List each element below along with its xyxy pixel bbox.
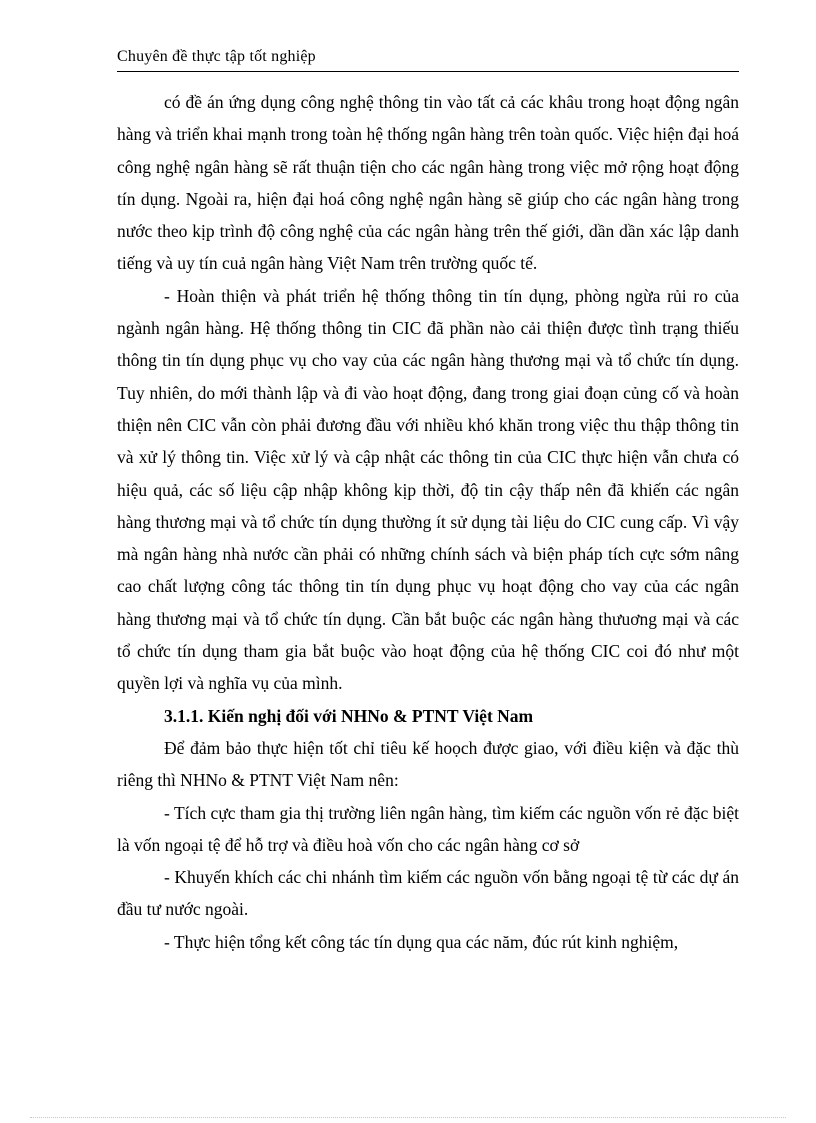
header-title: Chuyên đề thực tập tốt nghiệp — [117, 48, 316, 65]
page-header — [117, 44, 739, 72]
page-bottom-divider — [30, 1117, 786, 1118]
paragraph-it-modernization: có đề án ứng dụng công nghệ thông tin vào tất cả các khâu trong hoạt động ngân hàng và triển khai mạnh trong toàn hệ thống ngân hàng trên toàn quốc. Việc hiện đại hoá công nghệ ngân hàng sẽ rất thuận tiện cho các ngân hàng trong việc mở rộng hoạt động tín dụng. Ngoài ra, hiện đại hoá công nghệ ngân hàng sẽ giúp cho các ngân hàng trong nước theo kịp trình độ công nghệ của các ngân hàng trên thế giới, dần dần xác lập danh tiếng và uy tín cuả ngân hàng Việt Nam trên trường quốc tế. — [117, 92, 739, 274]
bullet-interbank-market: - Tích cực tham gia thị trường liên ngân hàng, tìm kiếm các nguồn vốn rẻ đặc biệt là vốn ngoại tệ để hỗ trợ và điều hoà vốn cho các ngân hàng cơ sở — [117, 802, 739, 855]
section-heading: 3.1.1. Kiến nghị đối với NHNo & PTNT Việt Nam — [164, 705, 534, 726]
paragraph-intro-recommendations: Để đảm bảo thực hiện tốt chỉ tiêu kế hoọch được giao, với điều kiện và đặc thù riêng thì NHNo & PTNT Việt Nam nên: — [117, 737, 739, 791]
paragraph-cic-system: - Hoàn thiện và phát triển hệ thống thông tin tín dụng, phòng ngừa rủi ro của ngành ngân hàng. Hệ thống thông tin CIC đã phần nào cải thiện được tình trạng thiếu thông tin tín dụng phục vụ cho vay của các ngân hàng thương mại và tổ chức tín dụng. Tuy nhiên, do mới thành lập và đi vào hoạt động, đang trong giai đoạn củng cố và hoàn thiện nên CIC vẫn còn phải đương đầu với nhiều khó khăn trong việc thu thập thông tin và xử lý thông tin. Việc xử lý và cập nhật các thông tin của CIC thực hiện vẫn chưa có hiệu quả, các số liệu cập nhập không kịp thời, độ tin cậy thấp nên đã khiến các ngân hàng thương mại và tổ chức tín dụng thường ít sử dụng tài liệu do CIC cung cấp. Vì vậy mà ngân hàng nhà nước cần phải có những chính sách và biện pháp tích cực sớm nâng cao chất lượng công tác thông tin tín dụng phục vụ hoạt động cho vay của các ngân hàng thương mại và tổ chức tín dụng. Cần bắt buộc các ngân hàng thưuơng mại và các tổ chức tín dụng tham gia bắt buộc vào hoạt động của hệ thống CIC coi đó như một quyền lợi và nghĩa vụ của mình. — [117, 285, 739, 694]
document-body — [117, 86, 739, 958]
bullet-foreign-currency: - Khuyến khích các chi nhánh tìm kiếm các nguồn vốn bằng ngoại tệ từ các dự án đầu tư nước ngoài. — [117, 867, 739, 920]
bullet-credit-review: - Thực hiện tổng kết công tác tín dụng qua các năm, đúc rút kinh nghiệm, — [164, 931, 679, 952]
